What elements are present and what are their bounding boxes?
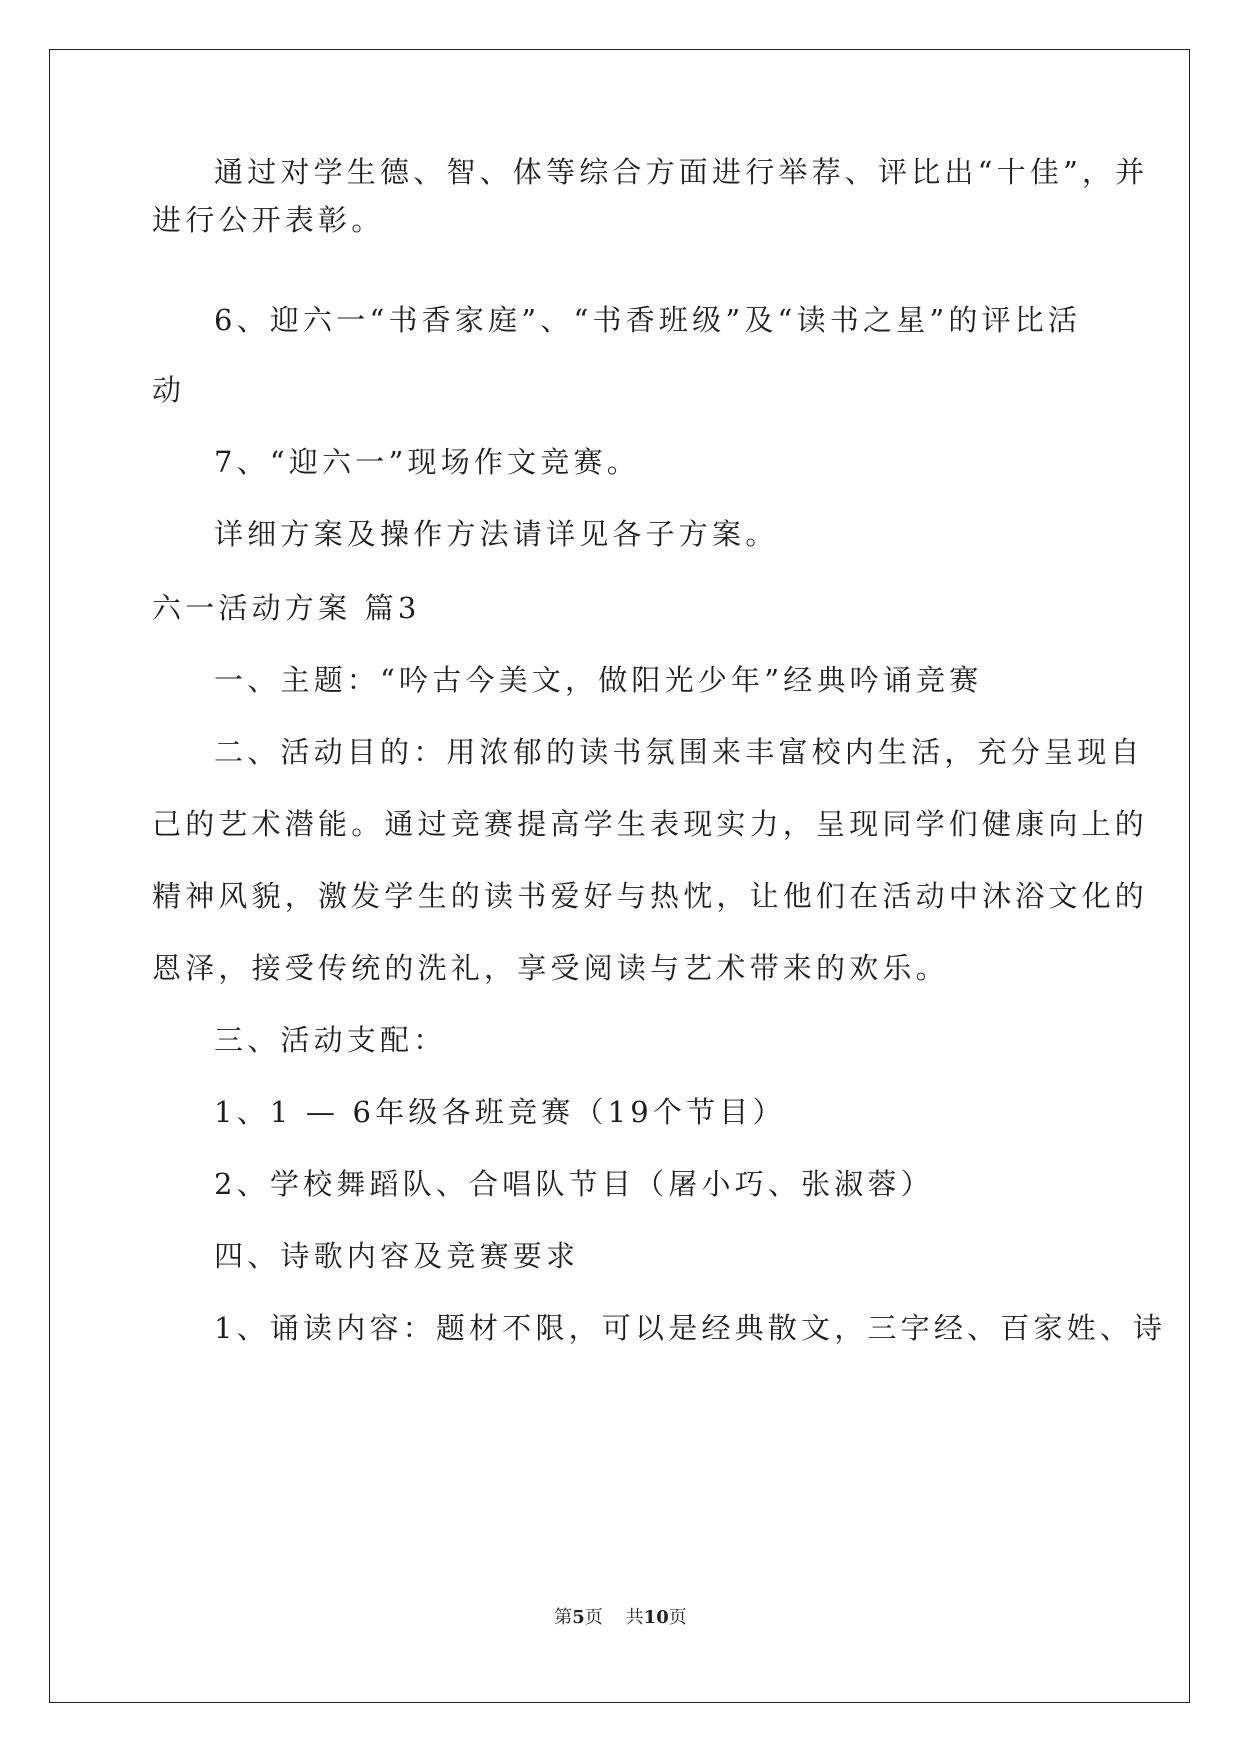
text-line-9: 二、活动目的：用浓郁的读书氛围来丰富校内生活，充分呈现自 [214, 735, 1144, 769]
text-line-10: 己的艺术潜能。通过竞赛提高学生表现实力，呈现同学们健康向上的 [152, 807, 1149, 841]
footer-total-suffix: 页 [668, 1607, 687, 1628]
footer-page-suffix: 页 [584, 1607, 603, 1628]
text-line-1: 通过对学生德、智、体等综合方面进行举荐、评比出“十佳”，并 [214, 155, 1149, 189]
footer-page-number: 5 [572, 1607, 585, 1628]
page-footer [0, 1603, 1241, 1629]
text-line-5: 7、“迎六一”现场作文竞赛。 [214, 445, 640, 479]
section-heading: 六一活动方案 篇3 [152, 591, 421, 625]
text-line-3: 6、迎六一“书香家庭”、“书香班级”及“读书之星”的评比活 [214, 303, 1082, 337]
text-line-14: 1、1 — 6年级各班竞赛（19个节目） [214, 1095, 786, 1129]
footer-total-number: 10 [643, 1607, 669, 1628]
text-line-12: 恩泽，接受传统的洗礼，享受阅读与艺术带来的欢乐。 [152, 951, 949, 985]
text-line-11: 精神风貌，激发学生的读书爱好与热忱，让他们在活动中沐浴文化的 [152, 879, 1149, 913]
footer-page-prefix: 第 [554, 1607, 573, 1628]
text-line-2: 进行公开表彰。 [152, 203, 385, 237]
footer-total-prefix: 共 [625, 1607, 644, 1628]
text-line-15: 2、学校舞蹈队、合唱队节目（屠小巧、张淑蓉） [214, 1167, 934, 1201]
text-line-6: 详细方案及操作方法请详见各子方案。 [214, 517, 779, 551]
text-line-8: 一、主题：“吟古今美文，做阳光少年”经典吟诵竞赛 [214, 663, 983, 697]
text-line-17: 1、诵读内容：题材不限，可以是经典散文，三字经、百家姓、诗 [214, 1311, 1167, 1345]
text-line-16: 四、诗歌内容及竞赛要求 [214, 1239, 580, 1273]
text-line-4: 动 [152, 373, 186, 407]
text-line-13: 三、活动支配： [214, 1023, 447, 1057]
